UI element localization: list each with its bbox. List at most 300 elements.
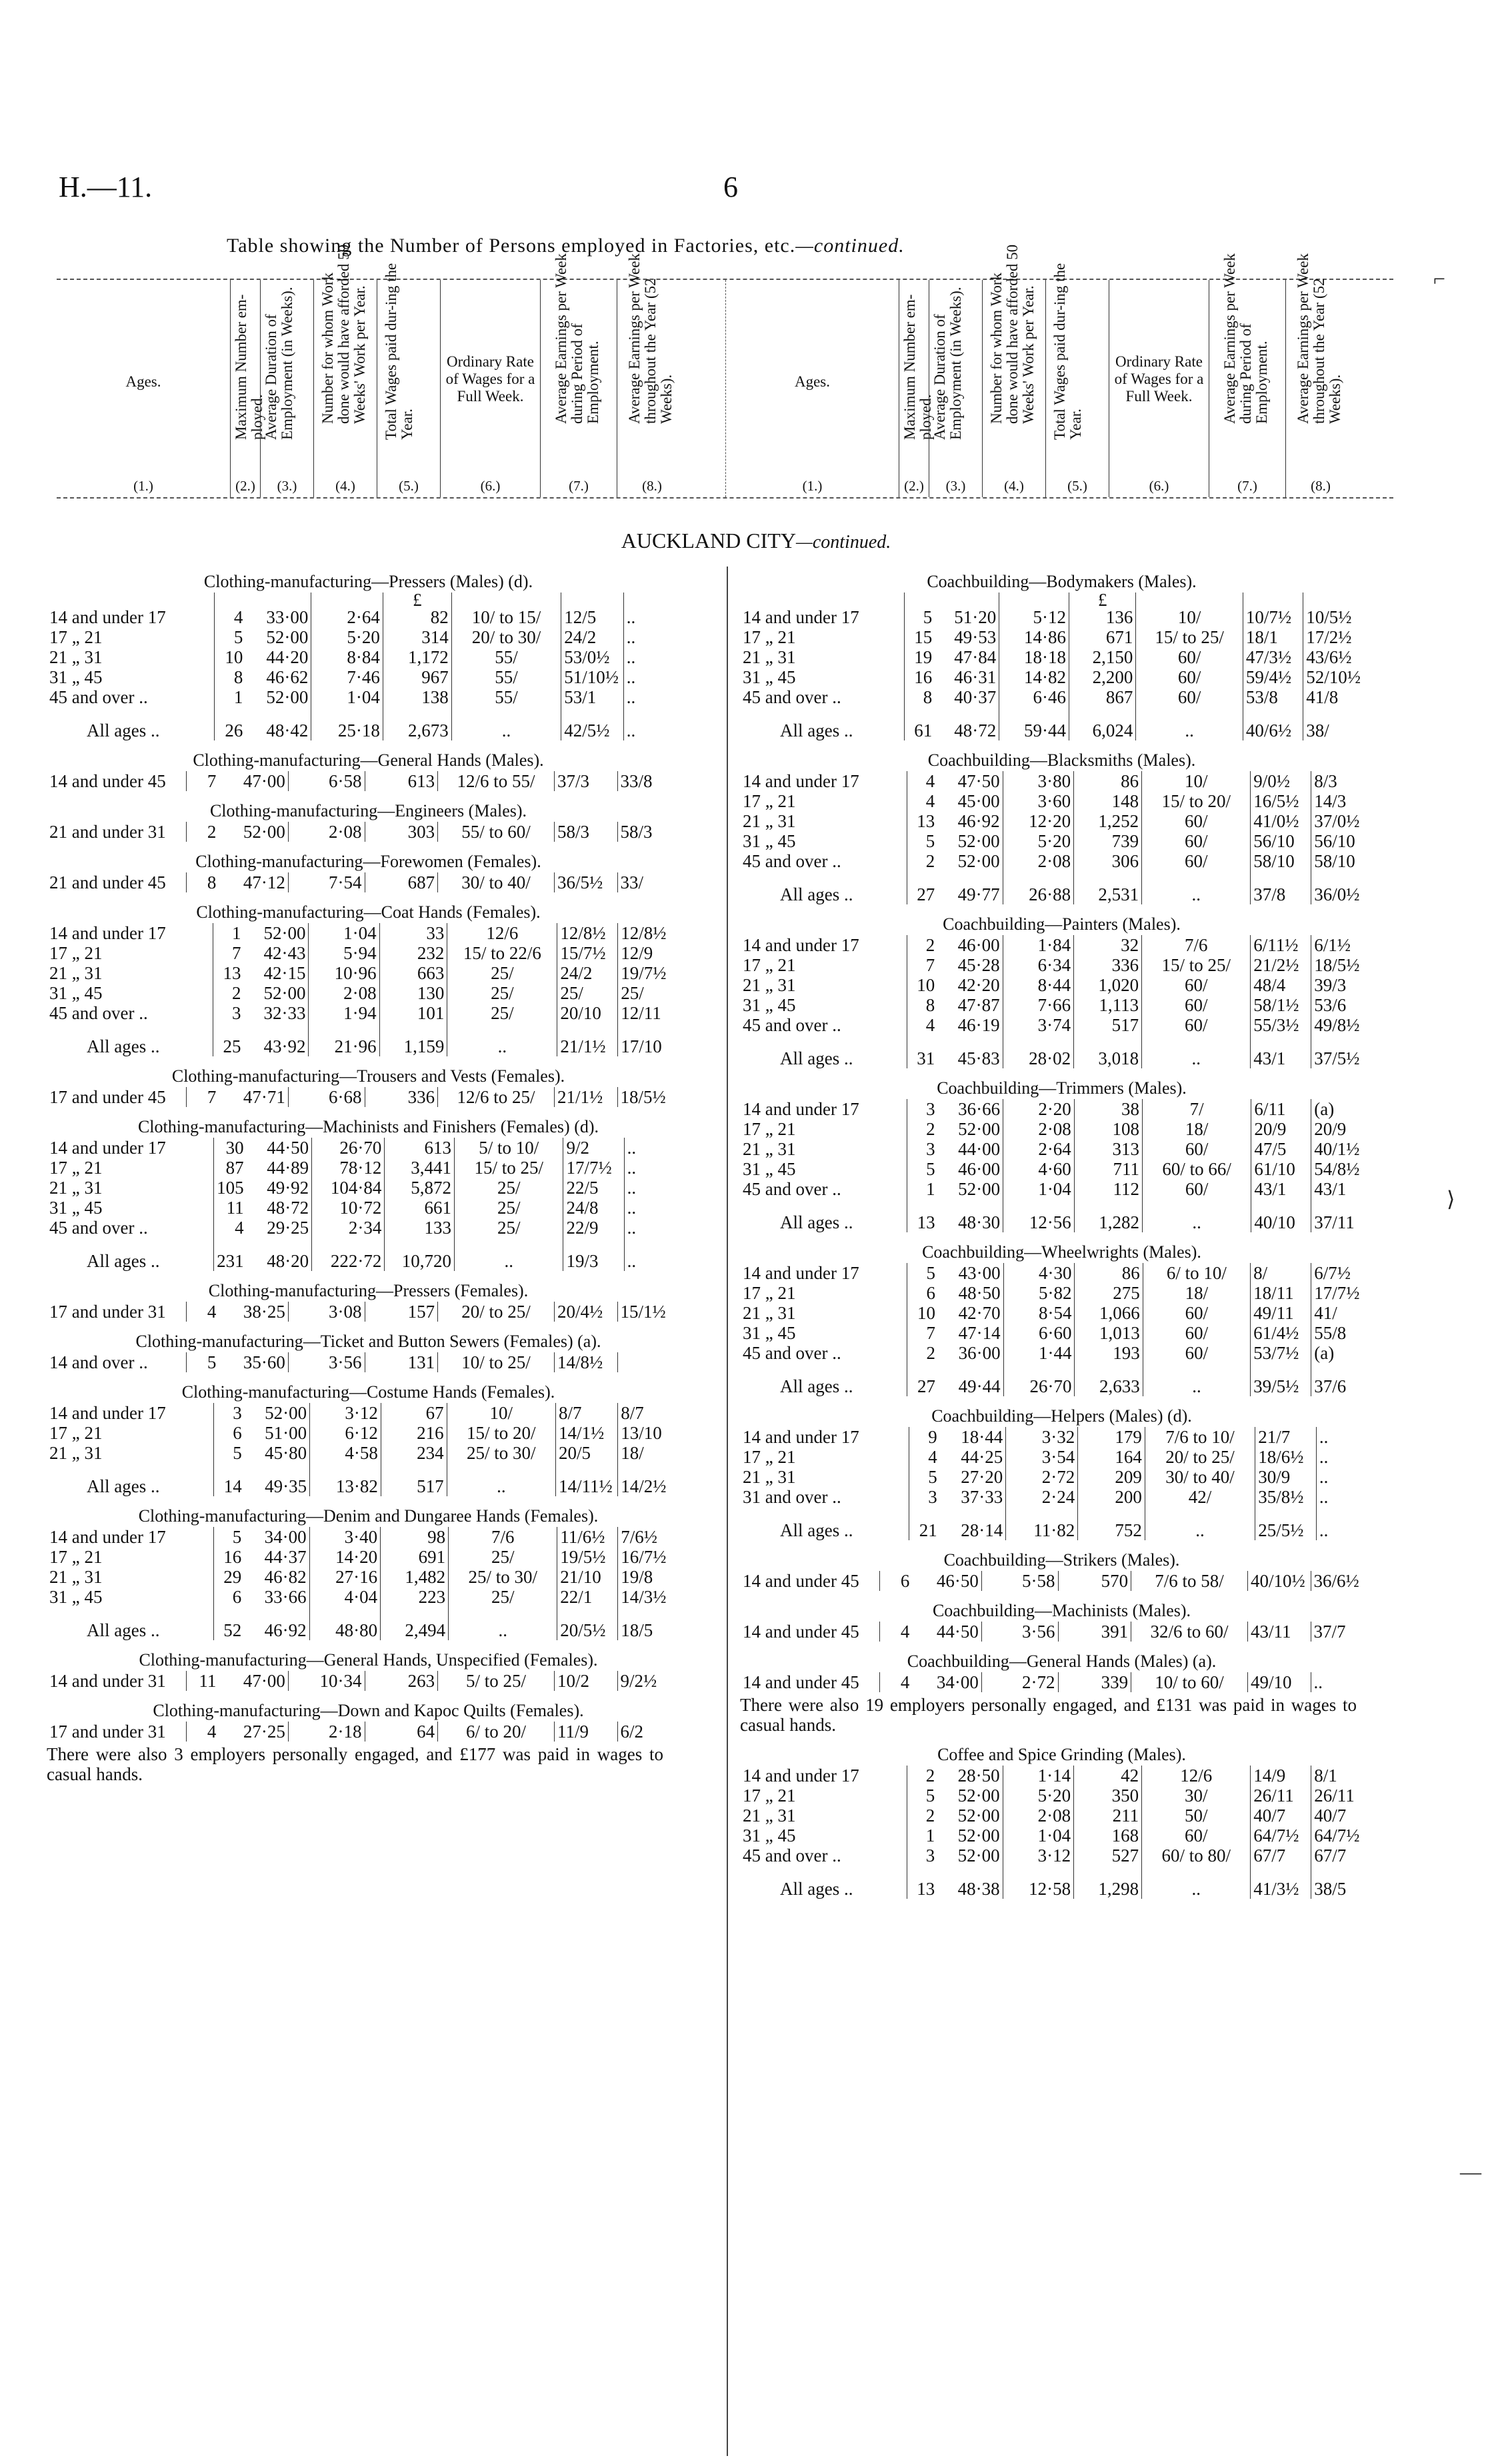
table-cell: 52·00 xyxy=(958,1119,1001,1139)
table-cell: 967 xyxy=(383,667,451,687)
table-row xyxy=(47,687,670,707)
table-cell: 31 „ 45 xyxy=(743,995,796,1015)
table-cell: 42·20 xyxy=(957,975,1000,995)
header-col-c3-right xyxy=(929,280,982,497)
table-cell: 18/ xyxy=(1143,1119,1251,1139)
table-cell: 47·14 xyxy=(958,1323,1001,1343)
table-cell: 14/11½ xyxy=(556,1463,618,1496)
table-cell: 33/ xyxy=(617,872,670,892)
table-cell: 18/6½ xyxy=(1255,1447,1317,1467)
table-cell: 45 and over .. xyxy=(743,851,841,871)
section-heading: Clothing-manufacturing—Machinists and Finishers (Females) (d). xyxy=(137,1117,599,1136)
section-heading: Clothing-manufacturing—Engineers (Males). xyxy=(209,801,527,820)
table-cell: 13/10 xyxy=(618,1423,670,1443)
table-section xyxy=(47,1066,670,1107)
section-heading: Clothing-manufacturing—Pressers (Females). xyxy=(208,1281,529,1300)
table-cell: 44·50 xyxy=(936,1622,979,1642)
table-row xyxy=(47,1567,670,1587)
table-cell: 30 xyxy=(214,1138,247,1158)
table-cell: 3·08 xyxy=(288,1302,365,1322)
table-cell xyxy=(215,593,245,607)
table-cell: 44·50 xyxy=(267,1138,309,1158)
table-cell: 31 „ 45 xyxy=(743,831,796,851)
table-cell: 5 xyxy=(213,1527,244,1547)
table-cell: 52·00 xyxy=(263,983,306,1003)
table-cell: 52·00 xyxy=(243,822,285,842)
table-cell: 52 xyxy=(213,1607,244,1640)
table-row xyxy=(740,1179,1363,1199)
table-cell: 17 „ 21 xyxy=(743,1786,796,1806)
table-cell: 30/ xyxy=(1142,1786,1251,1806)
data-table xyxy=(47,1722,670,1742)
table-cell: 10/ xyxy=(447,1403,555,1423)
table-cell: 45·83 xyxy=(957,1048,1000,1068)
table-cell: 33 xyxy=(379,923,447,943)
table-cell: 21 and under 45 xyxy=(49,872,166,892)
table-cell: 5 xyxy=(909,1467,940,1487)
table-section xyxy=(740,750,1363,904)
table-cell: 14/3 xyxy=(1311,791,1363,811)
table-row xyxy=(47,963,670,983)
table-cell: 20/ to 25/ xyxy=(438,1302,555,1322)
table-cell: 53/8 xyxy=(1243,687,1303,707)
table-cell: 13 xyxy=(907,811,937,831)
table-cell: 20/9 xyxy=(1311,1119,1363,1139)
table-section xyxy=(47,1382,670,1496)
table-cell: 1·04 xyxy=(1003,1179,1075,1199)
section-heading: Coachbuilding—Trimmers (Males). xyxy=(937,1078,1187,1098)
table-row xyxy=(47,1547,670,1567)
table-cell: 14 and under 17 xyxy=(49,1527,166,1547)
table-cell: 314 xyxy=(383,627,451,647)
table-cell xyxy=(245,593,311,607)
table-cell: 22/1 xyxy=(557,1587,618,1607)
data-table xyxy=(47,1527,670,1640)
table-cell: 45·80 xyxy=(265,1443,307,1463)
table-cell: 14 and under 17 xyxy=(743,1427,859,1447)
table-cell: 6·68 xyxy=(288,1087,365,1107)
table-cell: 211 xyxy=(1074,1806,1142,1826)
table-cell: 17 „ 21 xyxy=(49,1547,103,1567)
table-cell: 17/2½ xyxy=(1303,627,1363,647)
header-label: Average Earnings per Week during Period of Employment. xyxy=(553,253,601,424)
table-cell: 33·00 xyxy=(266,607,309,627)
table-cell xyxy=(740,593,905,607)
table-cell: 27 xyxy=(907,1363,938,1396)
table-cell: 6·58 xyxy=(288,771,365,791)
table-row xyxy=(47,1138,670,1158)
table-cell: 39/5½ xyxy=(1251,1363,1311,1396)
table-cell: 8/1 xyxy=(1311,1766,1363,1786)
table-cell: (a) xyxy=(1311,1343,1363,1363)
data-table xyxy=(47,822,670,842)
table-cell: 60/ xyxy=(1142,995,1251,1015)
table-cell: 52·00 xyxy=(957,1826,1000,1846)
table-cell: 3 xyxy=(909,1487,940,1507)
table-cell: 14 and under 31 xyxy=(49,1671,166,1691)
table-cell: 661 xyxy=(385,1198,455,1218)
total-row xyxy=(47,1238,670,1271)
table-cell: 31 xyxy=(907,1035,937,1068)
table-cell: .. xyxy=(624,1238,670,1271)
table-cell: 48·50 xyxy=(958,1283,1001,1303)
table-cell: 25/ xyxy=(447,983,557,1003)
table-cell: 44·20 xyxy=(266,647,309,667)
table-cell: 25 xyxy=(213,1023,243,1056)
table-cell: 38/5 xyxy=(1311,1865,1363,1899)
table-row xyxy=(47,771,670,791)
table-cell: .. xyxy=(623,627,670,647)
table-cell: 2,633 xyxy=(1075,1363,1143,1396)
table-cell: 3·56 xyxy=(288,1352,365,1372)
table-cell: 32 xyxy=(1074,935,1142,955)
table-cell: .. xyxy=(447,1463,555,1496)
table-cell: 21 „ 31 xyxy=(743,975,796,995)
table-cell: 25/ xyxy=(454,1218,563,1238)
section-heading: Clothing-manufacturing—General Hands, Unspecified (Females). xyxy=(139,1650,598,1670)
table-cell xyxy=(617,1352,670,1372)
table-cell: 4·04 xyxy=(309,1587,381,1607)
section-heading: Coachbuilding—Wheelwrights (Males). xyxy=(922,1242,1201,1262)
table-cell: .. xyxy=(1143,1363,1250,1396)
table-cell: 8·84 xyxy=(311,647,383,667)
table-cell: .. xyxy=(1316,1467,1363,1487)
table-cell: 17 „ 21 xyxy=(49,1423,103,1443)
table-cell: 17 „ 21 xyxy=(49,627,103,647)
table-cell: 687 xyxy=(365,872,438,892)
table-cell: 10·72 xyxy=(312,1198,385,1218)
table-cell: 43/1 xyxy=(1251,1035,1311,1068)
table-cell: 19/7½ xyxy=(618,963,670,983)
table-cell: 1,066 xyxy=(1075,1303,1143,1323)
header-col-c5-right xyxy=(1045,263,1109,497)
section-heading: Clothing-manufacturing—Down and Kapoc Quilts (Females). xyxy=(153,1701,584,1720)
table-cell: 18/ xyxy=(1143,1283,1250,1303)
header-number: (8.) xyxy=(1311,478,1331,494)
table-cell: 4 xyxy=(187,1302,219,1322)
table-cell: 7 xyxy=(187,771,219,791)
table-section xyxy=(47,1280,670,1322)
table-cell: 2,200 xyxy=(1069,667,1136,687)
table-cell: 60/ xyxy=(1143,1323,1250,1343)
section-heading: Coachbuilding—Bodymakers (Males). xyxy=(927,572,1197,591)
table-cell: 2·08 xyxy=(1003,1806,1074,1826)
table-cell: 10 xyxy=(907,1303,938,1323)
table-cell: 21/7 xyxy=(1255,1427,1317,1447)
table-cell: 18/1 xyxy=(1243,627,1303,647)
table-cell: 4·58 xyxy=(310,1443,381,1463)
table-section xyxy=(740,1406,1363,1540)
table-cell: 21/10 xyxy=(557,1567,618,1587)
table-row xyxy=(47,1198,670,1218)
table-cell: 39/3 xyxy=(1311,975,1363,995)
table-cell: 87 xyxy=(214,1158,247,1178)
table-row xyxy=(47,607,670,627)
table-cell: 14 and under 45 xyxy=(49,771,166,791)
table-cell: 46·92 xyxy=(957,811,1000,831)
table-cell: 209 xyxy=(1078,1467,1145,1487)
table-cell: 37/11 xyxy=(1311,1199,1363,1232)
table-cell: 21·96 xyxy=(309,1023,379,1056)
table-cell: 45 and over .. xyxy=(49,1218,148,1238)
table-cell: All ages .. xyxy=(87,720,160,740)
table-cell: 44·89 xyxy=(267,1158,309,1178)
table-cell: 53/0½ xyxy=(561,647,623,667)
table-cell: 46·50 xyxy=(936,1571,979,1591)
table-cell: 10 xyxy=(907,975,937,995)
table-row xyxy=(47,1302,670,1322)
table-cell: 231 xyxy=(214,1238,247,1271)
header-label: Average Duration of Employment (in Weeks). xyxy=(931,287,964,440)
table-cell: 60/ xyxy=(1136,647,1243,667)
table-cell: 16 xyxy=(213,1547,244,1567)
table-cell: 16/5½ xyxy=(1251,791,1311,811)
table-cell: 27 xyxy=(907,871,937,904)
table-cell: 14 and under 45 xyxy=(743,1622,859,1642)
table-cell: 35·60 xyxy=(243,1352,285,1372)
table-row xyxy=(740,1571,1363,1591)
data-table xyxy=(47,1671,670,1691)
table-cell: 55/ to 60/ xyxy=(438,822,555,842)
table-cell: 527 xyxy=(1074,1846,1142,1865)
table-cell: 5/ to 25/ xyxy=(438,1671,555,1691)
total-row xyxy=(740,1199,1363,1232)
table-cell: 26·70 xyxy=(1003,1363,1075,1396)
table-cell: 711 xyxy=(1074,1159,1142,1179)
table-cell: 9/2½ xyxy=(617,1671,670,1691)
table-cell: 5,872 xyxy=(385,1178,455,1198)
table-cell: 6/11 xyxy=(1251,1099,1311,1119)
table-cell: 1,113 xyxy=(1074,995,1142,1015)
section-heading: Clothing-manufacturing—Coat Hands (Females). xyxy=(196,902,541,922)
table-cell xyxy=(1243,593,1303,607)
margin-mark-icon: ⌐ xyxy=(1433,267,1446,291)
table-cell: 45 and over .. xyxy=(49,1003,148,1023)
table-cell: 48·30 xyxy=(958,1212,1001,1232)
table-cell: 60/ to 80/ xyxy=(1142,1846,1251,1865)
section-note: There were also 19 employers personally engaged, and £131 was paid in wages to casual hands. xyxy=(740,1695,1357,1735)
table-cell: 1·04 xyxy=(309,923,379,943)
table-cell: 41/ xyxy=(1311,1303,1363,1323)
table-cell: 59·44 xyxy=(999,707,1069,740)
table-cell: 61/10 xyxy=(1251,1159,1311,1179)
table-cell: 41/0½ xyxy=(1251,811,1311,831)
table-cell: 31 „ 45 xyxy=(49,983,103,1003)
table-cell: 6·46 xyxy=(999,687,1069,707)
data-table xyxy=(740,771,1363,904)
table-cell: 55/ xyxy=(451,647,561,667)
table-cell: .. xyxy=(623,647,670,667)
table-cell: 25/ xyxy=(447,963,557,983)
table-cell: 12·58 xyxy=(1003,1865,1074,1899)
data-table xyxy=(47,771,670,791)
table-row xyxy=(47,627,670,647)
table-cell: 49/10 xyxy=(1248,1672,1311,1692)
table-cell: 6 xyxy=(880,1571,913,1591)
table-cell: .. xyxy=(1136,707,1243,740)
table-row xyxy=(47,1003,670,1023)
data-table xyxy=(740,1427,1363,1540)
table-cell: 46·31 xyxy=(954,667,997,687)
table-cell: 14 and under 17 xyxy=(743,1766,859,1786)
table-row xyxy=(47,1587,670,1607)
table-cell: 10/ to 15/ xyxy=(451,607,561,627)
table-cell: 82 xyxy=(383,607,451,627)
table-cell: 48·72 xyxy=(267,1198,309,1218)
table-cell: 25/5½ xyxy=(1255,1507,1317,1540)
table-cell: 64 xyxy=(365,1722,438,1742)
table-cell: 59/4½ xyxy=(1243,667,1303,687)
table-cell: 9/0½ xyxy=(1251,771,1311,791)
header-number: (5.) xyxy=(1067,478,1087,494)
table-cell: 5 xyxy=(907,1786,937,1806)
left-column xyxy=(47,562,670,1784)
table-cell: 47·71 xyxy=(243,1087,285,1107)
table-row xyxy=(740,1766,1363,1786)
table-row xyxy=(47,822,670,842)
table-row xyxy=(740,1786,1363,1806)
table-cell: 21/1½ xyxy=(555,1087,618,1107)
table-cell: 613 xyxy=(385,1138,455,1158)
table-cell: 52·00 xyxy=(957,851,1000,871)
table-cell: 6/2 xyxy=(617,1722,670,1742)
data-table xyxy=(47,1087,670,1107)
table-cell: 14 and over .. xyxy=(49,1352,148,1372)
table-cell: 17 „ 21 xyxy=(743,791,796,811)
table-cell: 336 xyxy=(365,1087,438,1107)
table-cell: 54/8½ xyxy=(1311,1159,1363,1179)
table-cell: 40/1½ xyxy=(1311,1139,1363,1159)
table-cell: 40/10 xyxy=(1251,1199,1311,1232)
table-cell xyxy=(999,593,1069,607)
table-cell: 1 xyxy=(215,687,245,707)
table-cell: 20/10 xyxy=(557,1003,618,1023)
table-row xyxy=(740,1119,1363,1139)
table-cell: 40·37 xyxy=(954,687,997,707)
header-number: (2.) xyxy=(235,478,255,494)
table-cell xyxy=(1136,593,1243,607)
table-cell: 2 xyxy=(907,1119,937,1139)
table-cell: 31 „ 45 xyxy=(49,1198,103,1218)
table-cell xyxy=(47,593,215,607)
table-cell: 216 xyxy=(381,1423,447,1443)
table-cell: 64/7½ xyxy=(1251,1826,1311,1846)
table-cell: 867 xyxy=(1069,687,1136,707)
table-cell: 48·20 xyxy=(267,1251,309,1271)
table-cell: 36·66 xyxy=(958,1099,1001,1119)
table-cell: 60/ xyxy=(1142,811,1251,831)
table-row xyxy=(740,771,1363,791)
table-cell: 3·80 xyxy=(1003,771,1074,791)
header-number: (5.) xyxy=(399,478,419,494)
header-label: Average Earnings per Week during Period of Employment. xyxy=(1221,253,1270,424)
data-table xyxy=(47,923,670,1056)
table-cell: 18/5 xyxy=(618,1607,670,1640)
table-cell: 21 „ 31 xyxy=(49,647,103,667)
table-cell: 7·66 xyxy=(1003,995,1074,1015)
table-cell: 14 and under 17 xyxy=(743,935,859,955)
table-cell: 4 xyxy=(880,1672,913,1692)
table-cell: 3·74 xyxy=(1003,1015,1074,1035)
table-cell: 67 xyxy=(381,1403,447,1423)
table-cell: 9/2 xyxy=(563,1138,624,1158)
table-cell: 51/10½ xyxy=(561,667,623,687)
table-row xyxy=(740,667,1363,687)
table-cell: 44·37 xyxy=(264,1547,307,1567)
table-cell: 752 xyxy=(1078,1507,1145,1540)
table-cell: 5 xyxy=(215,627,245,647)
total-row xyxy=(47,707,670,740)
table-cell: 58/10 xyxy=(1311,851,1363,871)
table-cell: 234 xyxy=(381,1443,447,1463)
table-cell: 31 „ 45 xyxy=(49,1587,103,1607)
table-cell: 2,673 xyxy=(383,707,451,740)
table-cell: 13 xyxy=(213,963,243,983)
table-cell: 671 xyxy=(1069,627,1136,647)
data-table xyxy=(47,872,670,892)
table-cell: 18/ xyxy=(618,1443,670,1463)
table-cell: 12/6 to 55/ xyxy=(438,771,555,791)
table-cell: 43·00 xyxy=(958,1263,1001,1283)
table-cell: 3 xyxy=(907,1846,937,1865)
table-cell: .. xyxy=(1311,1672,1363,1692)
table-cell: 2·72 xyxy=(981,1672,1058,1692)
table-cell: 42 xyxy=(1074,1766,1142,1786)
table-cell: 2·34 xyxy=(312,1218,385,1238)
table-cell: 49·77 xyxy=(957,884,1000,904)
table-cell: .. xyxy=(623,687,670,707)
table-cell: 17 „ 21 xyxy=(49,1158,103,1178)
table-cell: 5 xyxy=(907,1263,938,1283)
table-cell: .. xyxy=(1142,1865,1251,1899)
table-cell: 13 xyxy=(907,1865,937,1899)
header-label: Number for whom Work done would have afforded 50 Weeks' Work per Year. xyxy=(319,244,368,424)
table-cell: 40/7 xyxy=(1311,1806,1363,1826)
table-cell: 1·44 xyxy=(1003,1343,1075,1363)
total-row xyxy=(47,1023,670,1056)
table-cell: 5 xyxy=(907,831,937,851)
title-text: Table showing the Number of Persons employed in Factories, etc. xyxy=(227,235,796,257)
header-number: (7.) xyxy=(569,478,589,494)
table-cell: 52·00 xyxy=(263,923,306,943)
table-cell: 20/ to 30/ xyxy=(451,627,561,647)
table-cell: 21 „ 31 xyxy=(743,1467,796,1487)
table-cell: 8/ xyxy=(1251,1263,1311,1283)
table-cell: .. xyxy=(624,1218,670,1238)
table-cell: 45 and over .. xyxy=(49,687,148,707)
table-cell: 47·50 xyxy=(957,771,1000,791)
table-cell: 105 xyxy=(214,1178,247,1198)
table-cell: 5 xyxy=(905,607,935,627)
page-reference: H.—11. xyxy=(59,171,153,203)
header-label: Maximum Number em-ployed. xyxy=(901,294,934,440)
table-cell: 25/ xyxy=(454,1198,563,1218)
table-row xyxy=(47,1443,670,1463)
table-cell: 49·53 xyxy=(954,627,997,647)
data-table xyxy=(740,935,1363,1068)
table-cell: 46·92 xyxy=(264,1620,307,1640)
table-cell: 21 „ 31 xyxy=(49,1178,103,1198)
table-section xyxy=(740,1744,1363,1899)
table-cell: 60/ xyxy=(1143,1303,1250,1323)
table-cell: 21 „ 31 xyxy=(743,647,796,667)
table-cell: 1 xyxy=(907,1826,937,1846)
table-cell: 21 „ 31 xyxy=(49,963,103,983)
table-cell: 46·00 xyxy=(957,935,1000,955)
table-cell: 4 xyxy=(215,607,245,627)
table-cell: 101 xyxy=(379,1003,447,1023)
table-row xyxy=(47,1218,670,1238)
